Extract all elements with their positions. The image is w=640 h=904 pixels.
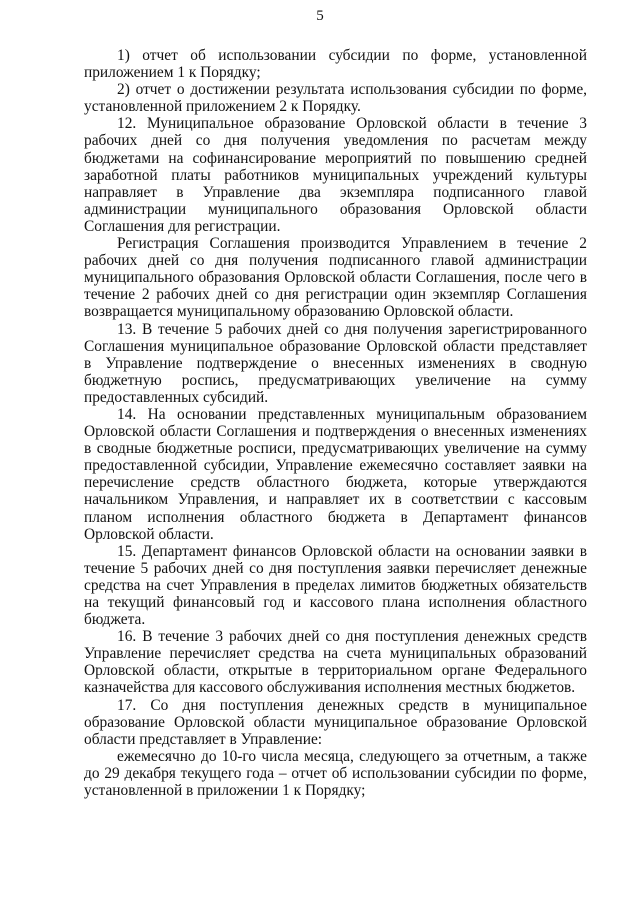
page-number: 5 xyxy=(316,8,324,24)
paragraph-item-1-1: 1) отчет об использовании субсидии по форме, установленной приложением 1 к Порядку; xyxy=(84,47,587,82)
paragraph-item-1-2: 2) отчет о достижении результата использования субсидии по форме, установленной приложением 2 к Порядку. xyxy=(84,81,587,116)
paragraph-16: 16. В течение 3 рабочих дней со дня поступления денежных средств Управление перечисляет средства на счета муниципальных образований Орловской области, открытые в территориальном органе Федерального казначейства для кассового обслуживания исполнения местных бюджетов. xyxy=(84,628,587,697)
paragraph-12-registration: Регистрация Соглашения производится Управлением в течение 2 рабочих дней со дня получения подписанного главой администрации муниципального образования Орловской области Соглашения, после чего в течение 2 рабочих дней со дня регистрации один экземпляр Соглашения возвращается муниципальному образованию Орловской области. xyxy=(84,235,587,321)
paragraph-12: 12. Муниципальное образование Орловской области в течение 3 рабочих дней со дня получения уведомления по расчетам между бюджетами на софинансирование мероприятий по повышению средней заработной платы работников муниципальных учреждений культуры направляет в Управление два экземпляра подписанного главой администрации муниципального образования Орловской области Соглашения для регистрации. xyxy=(84,115,587,235)
paragraph-14: 14. На основании представленных муниципальным образованием Орловской области Соглашения и подтверждения о внесенных изменениях в сводные бюджетные росписи, предусматривающих увеличение на сумму предоставленной субсидии, Управление ежемесячно составляет заявки на перечисление средств областного бюджета, которые утверждаются начальником Управления, и направляет их в соответствии с кассовым планом исполнения областного бюджета в Департамент финансов Орловской области. xyxy=(84,405,587,543)
paragraph-17: 17. Со дня поступления денежных средств в муниципальное образование Орловской области муниципальное образование Орловской области представляет в Управление: xyxy=(84,696,587,748)
document-body xyxy=(84,47,587,799)
paragraph-13: 13. В течение 5 рабочих дней со дня получения зарегистрированного Соглашения муниципальное образование Орловской области представляет в Управление подтверждение о внесенных изменениях в сводную бюджетную роспись, предусматривающих увеличение на сумму предоставленных субсидий. xyxy=(84,320,587,406)
paragraph-17-monthly: ежемесячно до 10-го числа месяца, следующего за отчетным, а также до 29 декабря текущего года – отчет об использовании субсидии по форме, установленной в приложении 1 к Порядку; xyxy=(84,747,587,800)
paragraph-15: 15. Департамент финансов Орловской области на основании заявки в течение 5 рабочих дней со дня поступления заявки перечисляет денежные средства на счет Управления в пределах лимитов бюджетных обязательств на текущий финансовый год и кассового плана исполнения областного бюджета. xyxy=(84,542,587,629)
